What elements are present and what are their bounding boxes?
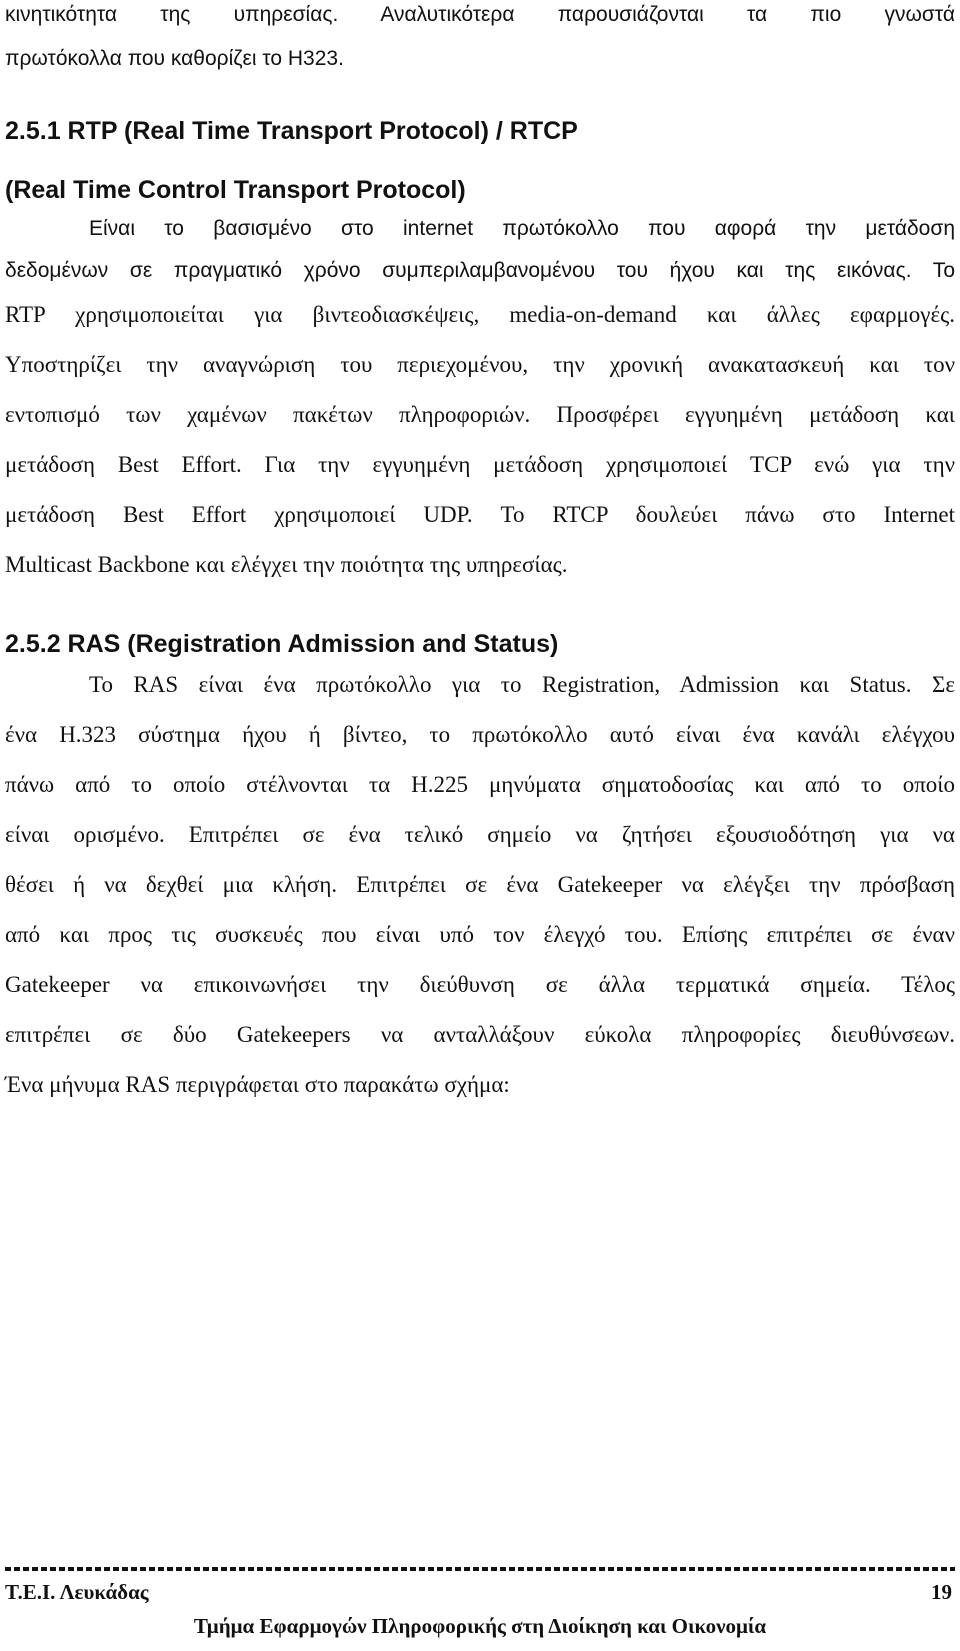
section-heading-ras: 2.5.2 RAS (Registration Admission and Status) [5,630,559,658]
footer-page-number: 19 [931,1580,952,1604]
rtp-paragraph-line: Υποστηρίζει την αναγνώριση του περιεχομένου, την χρονική ανακατασκευή και τον [5,352,955,377]
ras-paragraph-line: από και προς τις συσκευές που είναι υπό τον έλεγχό του. Επίσης επιτρέπει σε έναν [5,922,955,947]
intro-line-1: κινητικότητα της υπηρεσίας. Αναλυτικότερα παρουσιάζονται τα πιο γνωστά [5,3,955,26]
rtp-paragraph-line: Είναι το βασισμένο στο internet πρωτόκολλο που αφορά την μετάδοση [89,217,955,240]
ras-paragraph-line: είναι ορισμένο. Επιτρέπει σε ένα τελικό σημείο να ζητήσει εξουσιοδότηση για να [5,822,955,847]
ras-paragraph-line: Το RAS είναι ένα πρωτόκολλο για το Registration, Admission και Status. Σε [89,672,955,697]
rtp-paragraph-line: Multicast Backbone και ελέγχει την ποιότητα της υπηρεσίας. [5,552,568,577]
footer-divider [5,1567,955,1571]
ras-paragraph-line: πάνω από το οποίο στέλνονται τα H.225 μηνύματα σηματοδοσίας και από το οποίο [5,772,955,797]
footer-department: Τμήμα Εφαρμογών Πληροφορικής στη Διοίκηση και Οικονομία [193,1614,767,1638]
section-heading-rtp-subtitle: (Real Time Control Transport Protocol) [5,176,466,204]
rtp-paragraph-line: μετάδοση Best Effort. Για την εγγυημένη μετάδοση χρησιμοποιεί TCP ενώ για την [5,452,955,477]
footer-institution: Τ.Ε.Ι. Λευκάδας [5,1580,149,1604]
rtp-paragraph-line: εντοπισμό των χαμένων πακέτων πληροφοριών. Προσφέρει εγγυημένη μετάδοση και [5,402,955,427]
rtp-paragraph-line: RTP χρησιμοποιείται για βιντεοδιασκέψεις, media-on-demand και άλλες εφαρμογές. [5,302,955,327]
rtp-paragraph-line: μετάδοση Best Effort χρησιμοποιεί UDP. Το RTCP δουλεύει πάνω στο Internet [5,502,955,527]
ras-paragraph-line: θέσει ή να δεχθεί μια κλήση. Επιτρέπει σε ένα Gatekeeper να ελέγξει την πρόσβαση [5,872,955,897]
ras-paragraph-line: ένα H.323 σύστημα ήχου ή βίντεο, το πρωτόκολλο αυτό είναι ένα κανάλι ελέγχου [5,722,955,747]
intro-line-2: πρωτόκολλα που καθορίζει το Η323. [5,47,344,70]
rtp-paragraph-line: δεδομένων σε πραγματικό χρόνο συμπεριλαμβανομένου του ήχου και της εικόνας. Το [5,259,955,282]
ras-paragraph-line: Gatekeeper να επικοινωνήσει την διεύθυνση σε άλλα τερματικά σημεία. Τέλος [5,972,955,997]
ras-paragraph-line: Ένα μήνυμα RAS περιγράφεται στο παρακάτω σχήμα: [5,1072,510,1097]
ras-paragraph-line: επιτρέπει σε δύο Gatekeepers να ανταλλάξουν εύκολα πληροφορίες διευθύνσεων. [5,1022,955,1047]
section-heading-rtp: 2.5.1 RTP (Real Time Transport Protocol) / RTCP [5,117,578,145]
